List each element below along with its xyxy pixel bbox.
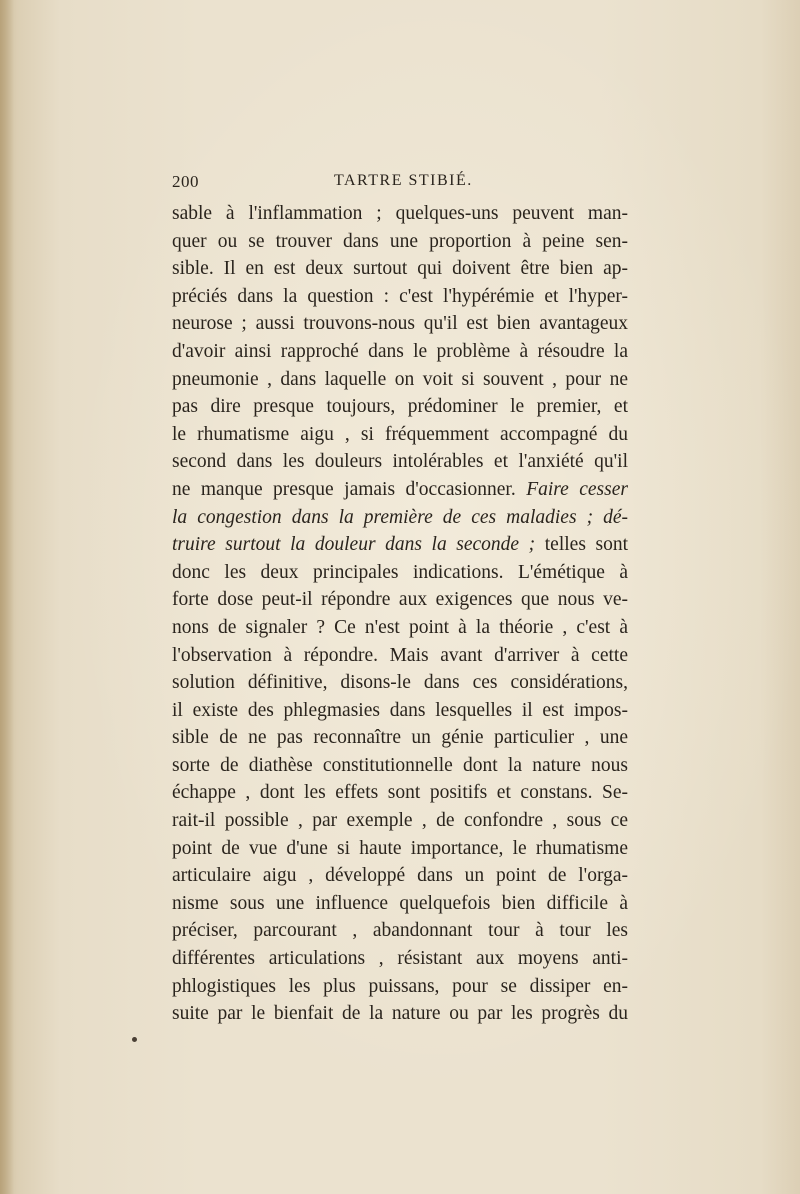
text-segment: second dans les douleurs intolérables et l'anxiété qu'il (172, 451, 628, 473)
text-line (172, 393, 628, 421)
text-segment: l'observation à répondre. Mais avant d'arriver à cette (172, 644, 628, 666)
text-segment: suite par le bienfait de la nature ou par les progrès du (172, 1003, 628, 1025)
text-segment: nons de signaler ? Ce n'est point à la théorie , c'est à (172, 616, 628, 638)
text-segment: sable à l'inflammation ; quelques-uns peuvent man- (172, 203, 628, 224)
text-segment: point de vue d'une si haute importance, le rhumatisme (172, 837, 628, 859)
text-segment: articulaire aigu , développé dans un point de l'orga- (172, 865, 628, 887)
text-segment: quer ou se trouver dans une proportion à peine sen- (172, 230, 628, 252)
text-line (172, 642, 628, 670)
text-segment: rait-il possible , par exemple , de confondre , sous ce (172, 810, 628, 832)
text-line (172, 835, 628, 863)
text-segment: neurose ; aussi trouvons-nous qu'il est bien avantageux (172, 313, 628, 335)
text-line (172, 559, 628, 587)
text-segment: nisme sous une influence quelquefois bien difficile à (172, 892, 628, 914)
text-line (172, 614, 628, 642)
text-line (172, 476, 628, 504)
text-segment: forte dose peut-il répondre aux exigences que nous ve- (172, 589, 628, 611)
text-segment: d'avoir ainsi rapproché dans le problème à résoudre la (172, 340, 628, 362)
text-line (172, 669, 628, 697)
text-segment: solution définitive, disons-le dans ces considérations, (172, 672, 628, 694)
text-line (172, 421, 628, 449)
text-line (172, 531, 628, 559)
text-line (172, 973, 628, 1001)
italic-segment: la congestion dans la première de ces maladies ; dé- (172, 506, 628, 528)
text-line (172, 448, 628, 476)
text-line (172, 255, 628, 283)
text-line (172, 752, 628, 780)
italic-segment: Faire cesser (526, 478, 628, 500)
text-segment: échappe , dont les effets sont positifs et constans. Se- (172, 782, 628, 804)
text-line (172, 310, 628, 338)
text-line (172, 917, 628, 945)
running-title: TARTRE STIBIÉ. (334, 172, 473, 189)
text-line (172, 862, 628, 890)
text-line (172, 779, 628, 807)
page-number: 200 (172, 172, 199, 191)
text-segment: sible de ne pas reconnaître un génie particulier , une (172, 727, 628, 749)
text-line (172, 586, 628, 614)
text-line (172, 807, 628, 835)
text-segment: sible. Il en est deux surtout qui doivent être bien ap- (172, 258, 628, 280)
text-line (172, 504, 628, 532)
text-line (172, 724, 628, 752)
running-head (172, 170, 628, 194)
text-segment: phlogistiques les plus puissans, pour se dissiper en- (172, 975, 628, 997)
text-segment: pneumonie , dans laquelle on voit si souvent , pour ne (172, 368, 628, 390)
body-text (172, 200, 628, 1028)
text-segment: donc les deux principales indications. L'émétique à (172, 561, 628, 583)
text-segment: ne manque presque jamais d'occasionner. (172, 478, 527, 500)
text-segment: différentes articulations , résistant aux moyens anti- (172, 948, 628, 970)
text-segment: pas dire presque toujours, prédominer le premier, et (172, 396, 628, 418)
text-segment: préciser, parcourant , abandonnant tour à tour les (172, 920, 628, 942)
text-line (172, 366, 628, 394)
text-segment: sorte de diathèse constitutionnelle dont la nature nous (172, 754, 628, 776)
text-segment: telles sont (535, 534, 628, 556)
text-segment: il existe des phlegmasies dans lesquelles il est impos- (172, 699, 628, 721)
ink-speck (132, 1037, 137, 1042)
text-line (172, 338, 628, 366)
text-line (172, 697, 628, 725)
text-line (172, 1000, 628, 1028)
text-segment: préciés dans la question : c'est l'hypérémie et l'hyper- (172, 285, 628, 307)
text-line (172, 890, 628, 918)
text-line (172, 283, 628, 311)
text-segment: le rhumatisme aigu , si fréquemment accompagné du (172, 423, 628, 445)
italic-segment: truire surtout la douleur dans la seconde ; (172, 534, 536, 556)
text-line (172, 200, 628, 228)
text-line (172, 945, 628, 973)
text-line (172, 228, 628, 256)
